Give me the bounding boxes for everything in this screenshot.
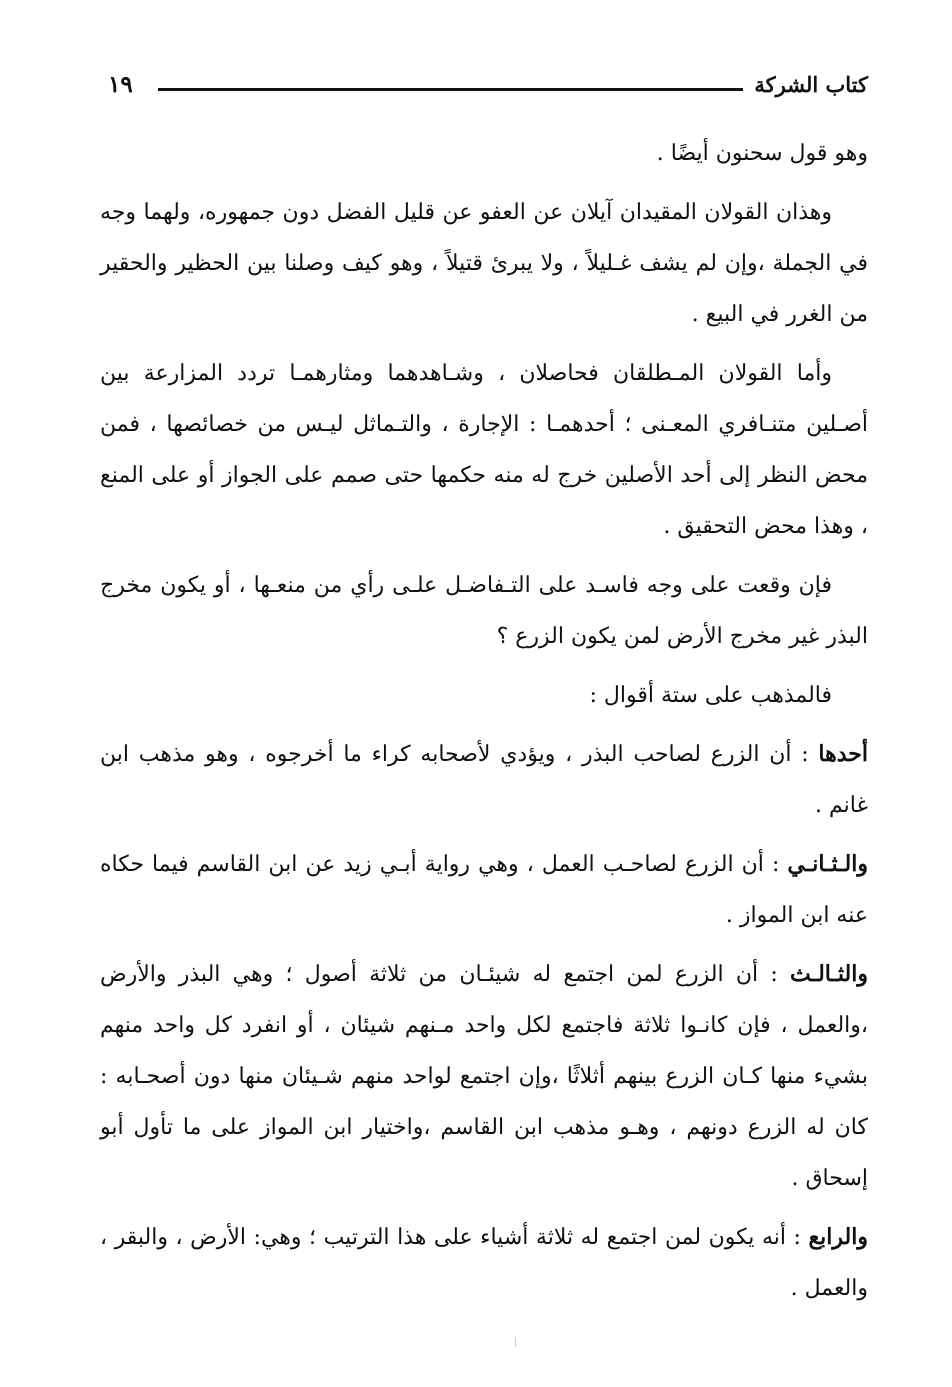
scan-mark [515, 1337, 516, 1347]
paragraph-text: : أن الزرع لصاحـب العمل ، وهي رواية أبـي زيد عن ابن القاسم فيما حكاه عنه ابن المواز . [100, 852, 868, 928]
paragraph-2 [100, 187, 868, 340]
paragraph-text: : أن الزرع لمن اجتمع له شيئـان من ثلاثة أصول ؛ وهي البذر والأرض ،والعمل ، فإن كانـوا ثلاثة فاجتمع لكل واحد مـنهم شيئان ، أو انفرد كل واحد منهم بشيء منها كـان الزرع بينهم أثلاثًا ،وإن اجتمع لواحد منهم شـيئان منها دون أصحـابه : كان له الزرع دونهم ، وهـو مذهب ابن القاسم ،واختيار ابن المواز على ما تأول أبو إسحاق . [100, 962, 868, 1191]
paragraph-lead: والثـالـث [790, 961, 868, 987]
paragraph-4 [100, 560, 868, 662]
paragraph-7 [100, 839, 868, 941]
running-title: كتاب الشركة [754, 72, 868, 97]
paragraph-6 [100, 729, 868, 831]
paragraph-8 [100, 949, 868, 1204]
paragraph-5 [100, 670, 868, 721]
page-header [108, 70, 868, 106]
paragraph-text: : أنه يكون لمن اجتمع له ثلاثة أشياء على هذا الترتيب ؛ وهي: الأرض ، والبقر ، والعمل . [100, 1225, 868, 1301]
paragraph-3 [100, 348, 868, 552]
paragraph-text: وهذان القولان المقيدان آيلان عن العفو عن قليل الفضل دون جمهوره، ولهما وجه في الجملة ،وإن لم يشف غـليلاً ، ولا يبرئ قتيلاً ، وهو كيف وصلنا بين الحظير والحقير من الغرر في البيع . [100, 200, 868, 327]
body-text [100, 128, 868, 1322]
header-rule [158, 88, 743, 91]
paragraph-text: وهو قول سحنون أيضًا . [656, 141, 868, 166]
paragraph-text: فالمذهب على ستة أقوال : [589, 683, 832, 708]
page-number: ١٩ [108, 71, 133, 98]
paragraph-lead: والـثـانـي [787, 851, 868, 877]
paragraph-text: وأما القولان المـطلقان فحاصلان ، وشـاهدهما ومثارهمـا تردد المزارعة بين أصـلين متنـافري المعـنى ؛ أحدهمـا : الإجارة ، والتـماثل ليـس من خصائصها ، فمن محض النظر إلى أحد الأصلين خرج له منه حكمها حتى صمم على الجواز أو على المنع ، وهذا محض التحقيق . [100, 361, 868, 539]
paragraph-1 [100, 128, 868, 179]
paragraph-lead: أحدها [818, 741, 868, 767]
paragraph-text: فإن وقعت على وجه فاسـد على التـفاضـل علـى رأي من منعـها ، أو يكون مخرج البذر غير مخرج الأرض لمن يكون الزرع ؟ [100, 573, 868, 649]
paragraph-9 [100, 1212, 868, 1314]
paragraph-lead: والرابع [808, 1224, 868, 1250]
paragraph-text: : أن الزرع لصاحب البذر ، ويؤدي لأصحابه كراء ما أخرجوه ، وهو مذهب ابن غانم . [100, 742, 868, 818]
